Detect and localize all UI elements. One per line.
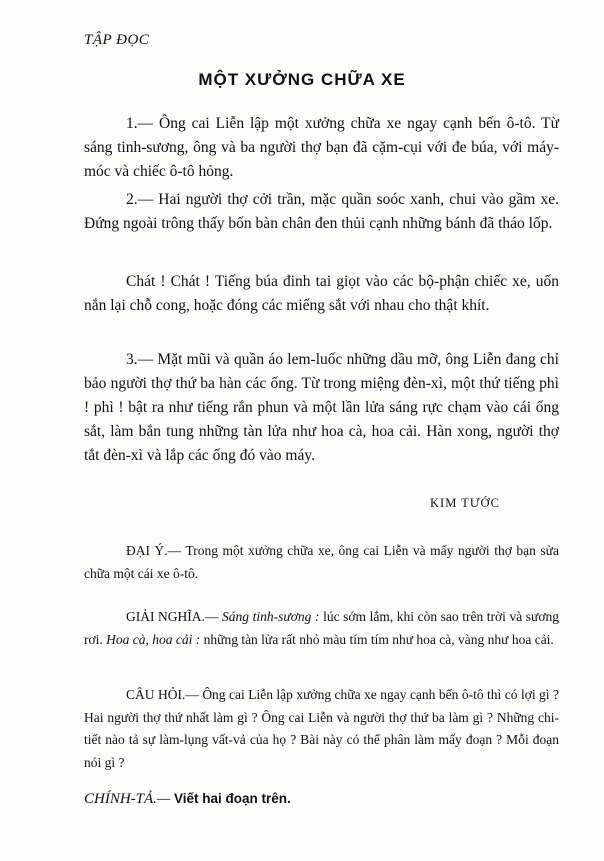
dai-y-text: Trong một xưởng chữa xe, ông cai Liễn và mấy người thợ bạn sửa chữa một cái xe ô-tô. bbox=[84, 543, 559, 581]
paragraph-4-text: 3.— Mặt mũi và quần áo lem-luốc những dầu mỡ, ông Liễn đang chỉ bảo người thợ thứ ba hàn các ống. Từ trong miệng đèn-xì, một thứ tiếng phì ! phì ! bật ra như tiếng rắn phun và một lần lửa sáng rực chạm vào cái ống sắt, làm bắn tung những tàn lửa như hoa cà, hoa cải. Hàn xong, người thợ tắt đèn-xì và lắp các ống đó vào máy. bbox=[84, 351, 559, 464]
page-title: MỘT XƯỞNG CHỮA XE bbox=[198, 70, 406, 89]
section-label: TẬP ĐỌC bbox=[84, 32, 150, 48]
gloss-def-2: những tàn lửa rất nhỏ màu tím tím như hoa cà, vàng như hoa cải. bbox=[203, 631, 554, 647]
paragraph-4 bbox=[84, 348, 559, 468]
author: KIM TƯỚC bbox=[430, 496, 500, 510]
cau-hoi-section bbox=[84, 684, 559, 774]
paragraph-2-text: 2.— Hai người thợ cởi trần, mặc quần soóc xanh, chui vào gầm xe. Đứng ngoài trông thấy bốn bàn chân đen thủi cạnh những bánh đã tháo lốp. bbox=[84, 191, 559, 232]
chinh-ta-label: CHÍNH-TẢ.— bbox=[84, 791, 171, 807]
cau-hoi-label: CÂU HỎI.— bbox=[126, 687, 199, 702]
paragraph-3 bbox=[84, 270, 559, 318]
cau-hoi-text: Ông cai Liễn lập xưởng chữa xe ngay cạnh bến ô-tô thì có lợi gì ? Hai người thợ thứ nhất làm gì ? Ông cai Liễn và người thợ thứ ba làm gì ? Những chi-tiết nào tả sự làm-lụng vất-vả của họ ? Bài này có thể phân làm mấy đoạn ? Mỗi đoạn nói gì ? bbox=[84, 687, 560, 770]
paragraph-1-text: 1.— Ông cai Liễn lập một xưởng chữa xe ngay cạnh bến ô-tô. Từ sáng tinh-sương, ông và ba người thợ bạn đã cặm-cụi với đe búa, với máy-móc và chiếc ô-tô hỏng. bbox=[84, 115, 559, 180]
paragraph-2 bbox=[84, 188, 559, 236]
gloss-term-2: Hoa cà, hoa cải : bbox=[106, 631, 201, 647]
paragraph-3-text: Chát ! Chát ! Tiếng búa đinh tai giọt vào các bộ-phận chiếc xe, uốn nắn lại chỗ cong, hoặc đóng các miếng sắt với nhau cho thật khít. bbox=[84, 273, 559, 314]
dai-y-label: ĐẠI Ý.— bbox=[126, 543, 182, 558]
gloss-def-1: lúc sớm lắm, khi còn sao trên trời và sương rơi. bbox=[84, 609, 560, 647]
chinh-ta-section bbox=[84, 791, 291, 808]
dai-y-section bbox=[84, 540, 559, 585]
gloss-term-1: Sáng tinh-sương : bbox=[222, 609, 320, 624]
giai-nghia-label: GIẢI NGHĨA.— bbox=[126, 609, 219, 624]
chinh-ta-text: Viết hai đoạn trên. bbox=[174, 791, 291, 806]
paragraph-1 bbox=[84, 112, 559, 184]
giai-nghia-section bbox=[84, 606, 559, 651]
